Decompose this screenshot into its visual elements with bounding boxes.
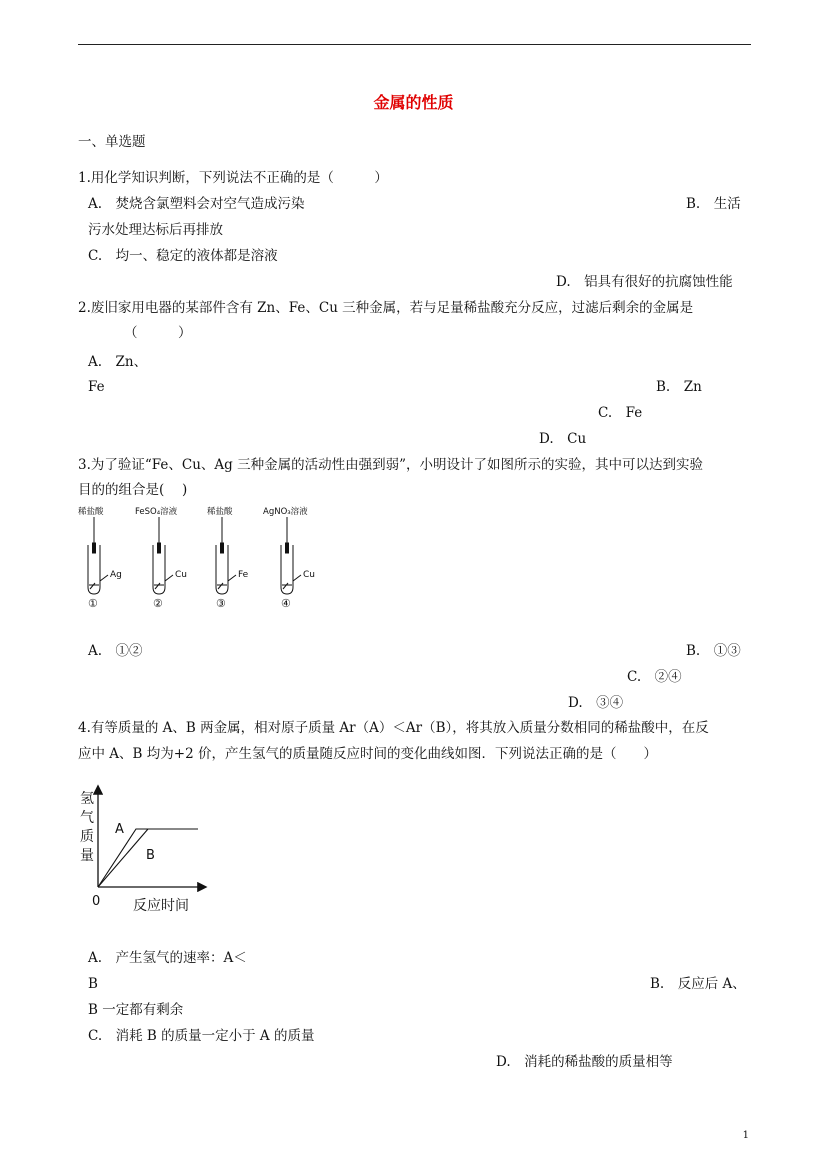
q1-option-b-cont: 污水处理达标后再排放 [88, 222, 223, 238]
tube-3 [216, 517, 236, 594]
q2-option-c: C. Fe [598, 405, 643, 421]
q3-option-c: C. ②④ [627, 669, 682, 685]
tube-4-number: ④ [281, 597, 291, 610]
q2-option-a: A. Zn、 [88, 354, 148, 370]
q1-option-c: C. 均一、稳定的液体都是溶液 [88, 248, 278, 264]
q2-option-d: D. Cu [539, 431, 587, 447]
tube-3-reagent: 稀盐酸 [207, 507, 233, 517]
q1-option-b: B. 生活 [686, 196, 741, 212]
tube-1-metal: Ag [110, 570, 122, 580]
q3-option-b: B. ①③ [686, 643, 741, 659]
graph-label-a: A [115, 822, 124, 837]
q1-option-d: D. 铝具有很好的抗腐蚀性能 [556, 274, 733, 290]
q4-option-d: D. 消耗的稀盐酸的质量相等 [496, 1054, 673, 1070]
tube-1-reagent: 稀盐酸 [78, 507, 104, 517]
graph-x-label: 反应时间 [133, 898, 189, 914]
tube-1-number: ① [88, 597, 98, 610]
tube-3-metal: Fe [238, 570, 249, 580]
q4-option-b-cont: B 一定都有剩余 [88, 1002, 184, 1018]
tube-3-number: ③ [216, 597, 226, 610]
tube-2 [153, 517, 173, 594]
section-heading: 一、单选题 [78, 134, 146, 150]
q2-stem-cont: （ ） [124, 325, 192, 341]
q4-option-b: B. 反应后 A、 [650, 976, 746, 992]
q4-option-a-cont: B [88, 976, 98, 992]
header-rule [78, 44, 751, 45]
test-tubes-drawing [78, 515, 328, 600]
q3-option-d: D. ③④ [568, 695, 624, 711]
page-title: 金属的性质 [373, 93, 454, 112]
q4-option-a: A. 产生氢气的速率：A＜ [88, 950, 247, 966]
graph-label-b: B [146, 848, 155, 863]
tube-2-number: ② [153, 597, 163, 610]
q2-stem: 2.废旧家用电器的某部件含有 Zn、Fe、Cu 三种金属，若与足量稀盐酸充分反应，过滤后剩余的金属是 [78, 300, 694, 316]
q3-stem: 3.为了验证“Fe、Cu、Ag 三种金属的活动性由强到弱”，小明设计了如图所示的实验，其中可以达到实验 [78, 457, 704, 473]
q1-stem: 1.用化学知识判断，下列说法不正确的是（ ） [78, 170, 388, 186]
q3-stem-cont: 目的的组合是( ) [78, 482, 188, 498]
q4-stem-cont: 应中 A、B 均为+2 价，产生氢气的质量随反应时间的变化曲线如图．下列说法正确的是（ ） [78, 746, 657, 762]
tube-4-reagent: AgNO₃溶液 [263, 507, 308, 517]
tube-4 [281, 517, 301, 594]
q4-option-c: C. 消耗 B 的质量一定小于 A 的质量 [88, 1028, 315, 1044]
q2-option-b: B. Zn [656, 379, 702, 395]
q4-stem: 4.有等质量的 A、B 两金属，相对原子质量 Ar（A）＜Ar（B），将其放入质量分数相同的稀盐酸中，在反 [78, 720, 709, 736]
graph-y-label: 氢 气 质 量 [80, 791, 94, 864]
tube-2-metal: Cu [175, 570, 187, 580]
tube-4-metal: Cu [303, 570, 315, 580]
tube-2-reagent: FeSO₄溶液 [135, 507, 178, 517]
tube-1 [88, 517, 108, 594]
graph-origin: 0 [92, 894, 101, 909]
q3-option-a: A. ①② [88, 643, 143, 659]
page-number: 1 [742, 1130, 749, 1141]
q1-option-a: A. 焚烧含氯塑料会对空气造成污染 [88, 196, 305, 212]
graph-axes [78, 775, 218, 895]
q2-option-a-cont: Fe [88, 379, 105, 395]
